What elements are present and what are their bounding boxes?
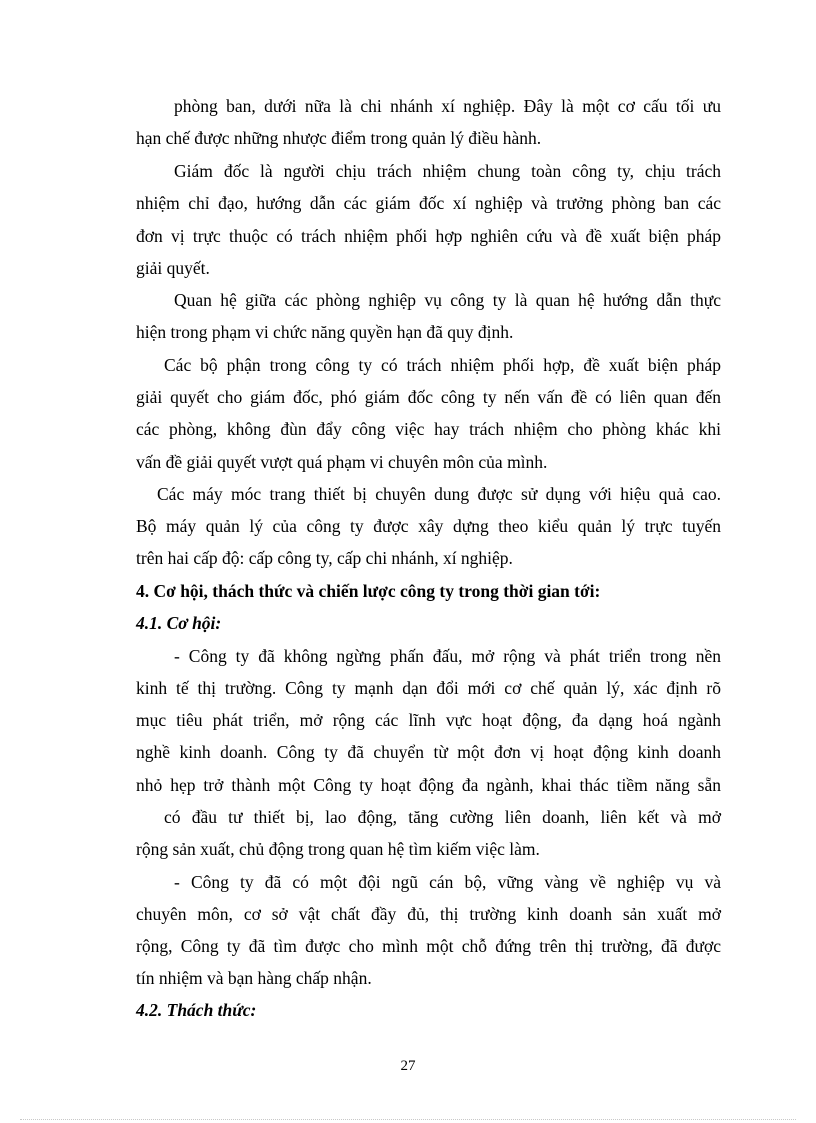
text-line: Bộ máy quản lý của công ty được xây dựng theo kiểu quản lý trực tuyến <box>136 516 721 536</box>
text-line: mục tiêu phát triển, mở rộng các lĩnh vực hoạt động, đa dạng hoá ngành <box>136 710 721 730</box>
text-line: vấn đề giải quyết vượt quá phạm vi chuyên môn của mình. <box>136 452 548 472</box>
text-line: Các máy móc trang thiết bị chuyên dung được sử dụng với hiệu quả cao. <box>157 484 721 504</box>
text-line: các phòng, không đùn đẩy công việc hay trách nhiệm cho phòng khác khi <box>136 419 721 439</box>
subsection-heading: 4.2. Thách thức: <box>136 1000 257 1020</box>
page-border-line <box>20 1119 796 1120</box>
text-line: tín nhiệm và bạn hàng chấp nhận. <box>136 968 372 988</box>
text-line: giải quyết cho giám đốc, phó giám đốc công ty nến vấn đề có liên quan đến <box>136 387 721 407</box>
text-line: Quan hệ giữa các phòng nghiệp vụ công ty là quan hệ hướng dẫn thực <box>174 290 721 310</box>
text-line: nhiệm chỉ đạo, hướng dẫn các giám đốc xí nghiệp và trưởng phòng ban các <box>136 193 721 213</box>
text-line: nhỏ hẹp trở thành một Công ty hoạt động đa ngành, khai thác tiềm năng sẵn <box>136 775 721 795</box>
text-line: rộng, Công ty đã tìm được cho mình một chỗ đứng trên thị trường, đã được <box>136 936 721 956</box>
text-line: Các bộ phận trong công ty có trách nhiệm phối hợp, đề xuất biện pháp <box>164 355 721 375</box>
text-line: kinh tế thị trường. Công ty mạnh dạn đổi mới cơ chế quản lý, xác định rõ <box>136 678 721 698</box>
subsection-heading: 4.1. Cơ hội: <box>136 613 222 633</box>
text-line: giải quyết. <box>136 258 210 278</box>
text-line: chuyên môn, cơ sở vật chất đầy đủ, thị trường kinh doanh sản xuất mở <box>136 904 721 924</box>
text-line: đơn vị trực thuộc có trách nhiệm phối hợp nghiên cứu và đề xuất biện pháp <box>136 226 721 246</box>
text-line: - Công ty đã không ngừng phấn đấu, mở rộng và phát triển trong nền <box>174 646 721 666</box>
text-line: rộng sản xuất, chủ động trong quan hệ tìm kiếm việc làm. <box>136 839 540 859</box>
text-line: nghề kinh doanh. Công ty đã chuyển từ một đơn vị hoạt động kinh doanh <box>136 742 721 762</box>
section-heading: 4. Cơ hội, thách thức và chiến lược công ty trong thời gian tới: <box>136 581 601 601</box>
text-line: có đầu tư thiết bị, lao động, tăng cường liên doanh, liên kết và mở <box>164 807 721 827</box>
page-number: 27 <box>400 1058 416 1074</box>
text-line: trên hai cấp độ: cấp công ty, cấp chi nhánh, xí nghiệp. <box>136 548 513 568</box>
text-line: hạn chế được những nhược điểm trong quản lý điều hành. <box>136 128 542 148</box>
text-line: Giám đốc là người chịu trách nhiệm chung toàn công ty, chịu trách <box>174 161 721 181</box>
text-line: phòng ban, dưới nữa là chi nhánh xí nghiệp. Đây là một cơ cấu tối ưu <box>174 96 721 116</box>
text-line: - Công ty đã có một đội ngũ cán bộ, vững vàng về nghiệp vụ và <box>174 872 721 892</box>
text-line: hiện trong phạm vi chức năng quyền hạn đã quy định. <box>136 322 514 342</box>
